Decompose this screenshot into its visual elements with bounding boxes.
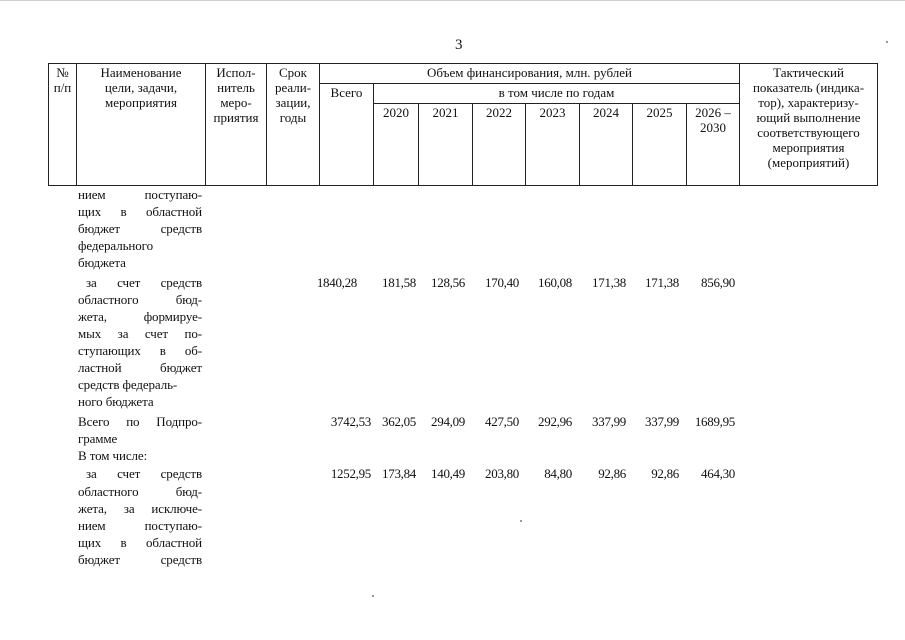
value-2026-2030: 1689,95 [694,414,735,429]
row-label-line: за счет средств [86,275,202,290]
scan-speck [372,595,374,597]
row-label-line: федерального [78,238,153,253]
row-label-line: нием поступаю- [78,518,202,533]
row-label-line: ластной бюджет [78,360,202,375]
value-2021: 294,09 [431,414,465,429]
value-2022: 203,80 [485,466,519,481]
row-label-line: мых за счет по- [78,326,202,341]
header-total: Всего [320,84,374,186]
value-2026-2030: 856,90 [701,275,735,290]
row-label-line: грамме [78,431,118,446]
value-2022: 170,40 [485,275,519,290]
header-year: 2023 [526,104,580,186]
row-label-line: щих в областной [78,535,202,550]
value-2023: 160,08 [538,275,572,290]
value-total: 3742,53 [330,414,371,429]
scan-speck [886,41,888,43]
row-label-line: жета, формируе- [78,309,202,324]
header-year: 2022 [473,104,526,186]
row-label-line: ного бюджета [78,394,154,409]
row-label-line: областного бюд- [78,292,202,307]
header-year: 2020 [374,104,419,186]
value-total: 1840,28 [316,275,357,290]
value-2021: 128,56 [431,275,465,290]
value-2023: 84,80 [544,466,572,481]
row-label-line: бюджет средств [78,221,202,236]
header-by-years: в том числе по годам [374,84,740,104]
value-2025: 92,86 [651,466,679,481]
row-label-line: щих в областной [78,204,202,219]
row-label-line: нием поступаю- [78,187,202,202]
value-2022: 427,50 [485,414,519,429]
row-label-line: Всего по Подпро- [78,414,202,429]
value-2021: 140,49 [431,466,465,481]
value-2023: 292,96 [538,414,572,429]
value-2020: 362,05 [382,414,416,429]
header-funding: Объем финансирования, млн. рублей [320,64,740,84]
value-2026-2030: 464,30 [701,466,735,481]
row-label-line: бюджет средств [78,552,202,567]
row-label-line: ступающих в об- [78,343,202,358]
value-2025: 337,99 [645,414,679,429]
row-label-line: средств федераль- [78,377,178,392]
value-2024: 337,99 [592,414,626,429]
page-number: 3 [455,37,463,53]
row-label-line: жета, за исключе- [78,501,202,516]
header-number: № п/п [49,64,77,186]
header-year: 2024 [580,104,633,186]
value-2024: 171,38 [592,275,626,290]
value-total: 1252,95 [330,466,371,481]
header-year: 2021 [419,104,473,186]
value-2020: 173,84 [382,466,416,481]
row-label-line: бюджета [78,255,126,270]
header-executor: Испол- нитель меро- приятия [206,64,267,186]
header-indicator: Тактический показатель (индика- тор), характеризу- ющий выполнение соответствующего мероприятия (мероприятий) [740,64,878,186]
row-label-line: за счет средств [86,466,202,481]
value-2020: 181,58 [382,275,416,290]
funding-table-header [48,63,878,186]
value-2024: 92,86 [598,466,626,481]
value-2025: 171,38 [645,275,679,290]
row-label-line: областного бюд- [78,484,202,499]
top-edge-line [0,0,905,1]
header-year: 2025 [633,104,687,186]
header-year: 2026 – 2030 [687,104,740,186]
header-term: Срок реали- зации, годы [267,64,320,186]
header-name: Наименование цели, задачи, мероприятия [77,64,206,186]
row-label-line: В том числе: [78,448,148,463]
scan-speck [520,520,522,522]
